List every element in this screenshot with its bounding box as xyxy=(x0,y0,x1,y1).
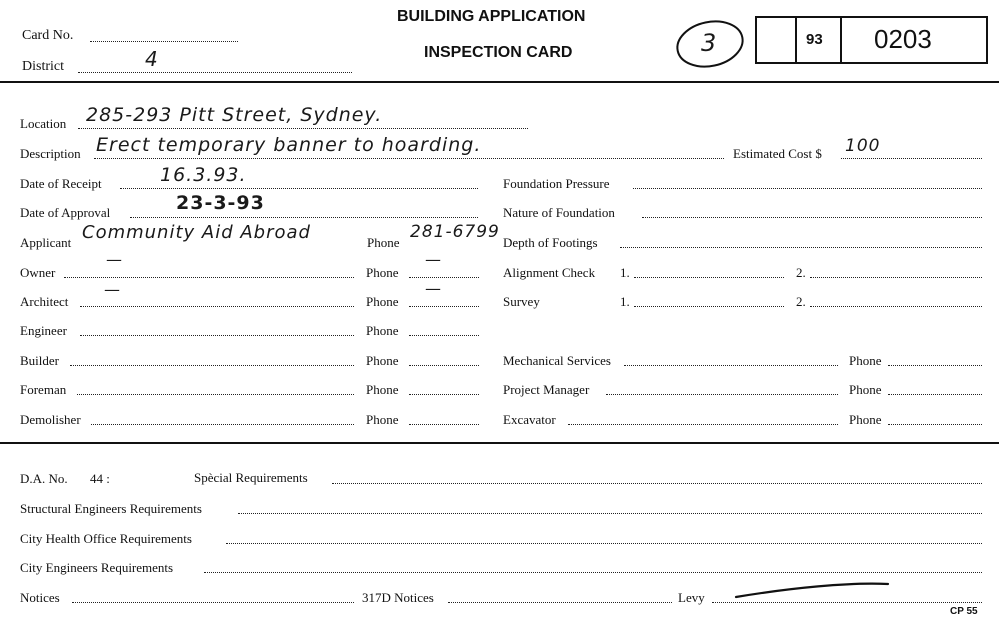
architect-phone-label: Phone xyxy=(366,294,399,309)
district-value: 4 xyxy=(145,47,159,71)
foreman-label: Foreman xyxy=(20,382,67,397)
mechanical-services-label: Mechanical Services xyxy=(503,353,611,368)
form-code: CP 55 xyxy=(950,606,978,617)
alignment-1-label: 1. xyxy=(620,265,630,280)
alignment-2-label: 2. xyxy=(796,265,806,280)
structural-requirements-label: Structural Engineers Requirements xyxy=(20,501,202,516)
survey-label: Survey xyxy=(503,294,540,309)
applicant-phone-value: 281-6799 xyxy=(410,222,500,242)
date-approval-value: 23-3-93 xyxy=(176,192,265,214)
title-line-1: BUILDING APPLICATION xyxy=(397,8,586,25)
notices-317d-label: 317D Notices xyxy=(362,590,434,605)
description-value: Erect temporary banner to hoarding. xyxy=(96,134,482,156)
engineer-label: Engineer xyxy=(20,323,67,338)
engineer-phone-label: Phone xyxy=(366,323,399,338)
foundation-pressure-label: Foundation Pressure xyxy=(503,176,610,191)
special-requirements-label: Spècial Requirements xyxy=(194,470,308,485)
demolisher-label: Demolisher xyxy=(20,412,81,427)
owner-label: Owner xyxy=(20,265,56,280)
applicant-value: Community Aid Abroad xyxy=(82,222,311,243)
applicant-phone-label: Phone xyxy=(367,235,400,250)
location-label: Location xyxy=(20,116,67,131)
district-label: District xyxy=(22,59,64,74)
da-no-label: D.A. No. xyxy=(20,471,68,486)
owner-value: — xyxy=(106,250,123,269)
estimated-cost-value: 100 xyxy=(845,136,881,156)
architect-label: Architect xyxy=(20,294,69,309)
notices-label: Notices xyxy=(20,590,60,605)
builder-label: Builder xyxy=(20,353,59,368)
mechanical-phone-label: Phone xyxy=(849,353,882,368)
project-manager-label: Project Manager xyxy=(503,382,590,397)
card-no-label: Card No. xyxy=(22,28,74,43)
survey-1-label: 1. xyxy=(620,294,630,309)
health-requirements-label: City Health Office Requirements xyxy=(20,531,192,546)
description-label: Description xyxy=(20,146,81,161)
date-receipt-value: 16.3.93. xyxy=(160,164,247,186)
card-year: 93 xyxy=(806,31,823,48)
foreman-phone-label: Phone xyxy=(366,382,399,397)
excavator-label: Excavator xyxy=(503,412,556,427)
card-number: 0203 xyxy=(874,24,932,54)
survey-2-label: 2. xyxy=(796,294,806,309)
levy-label: Levy xyxy=(678,590,705,605)
project-manager-phone-label: Phone xyxy=(849,382,882,397)
nature-foundation-label: Nature of Foundation xyxy=(503,205,615,220)
title-line-2: INSPECTION CARD xyxy=(424,44,573,61)
date-receipt-label: Date of Receipt xyxy=(20,176,102,191)
city-engineers-label: City Engineers Requirements xyxy=(20,560,174,575)
builder-phone-label: Phone xyxy=(366,353,399,368)
location-value: 285-293 Pitt Street, Sydney. xyxy=(86,104,383,126)
owner-phone-label: Phone xyxy=(366,265,399,280)
excavator-phone-label: Phone xyxy=(849,412,882,427)
da-no-value: 44 : xyxy=(90,471,110,486)
architect-phone-value: — xyxy=(425,279,442,298)
demolisher-phone-label: Phone xyxy=(366,412,399,427)
depth-footings-label: Depth of Footings xyxy=(503,235,598,250)
alignment-check-label: Alignment Check xyxy=(503,265,596,280)
owner-phone-value: — xyxy=(425,250,442,269)
architect-value: — xyxy=(104,280,121,299)
date-approval-label: Date of Approval xyxy=(20,205,111,220)
applicant-label: Applicant xyxy=(20,235,72,250)
circled-number: 3 xyxy=(701,29,718,57)
estimated-cost-label: Estimated Cost $ xyxy=(733,146,822,161)
